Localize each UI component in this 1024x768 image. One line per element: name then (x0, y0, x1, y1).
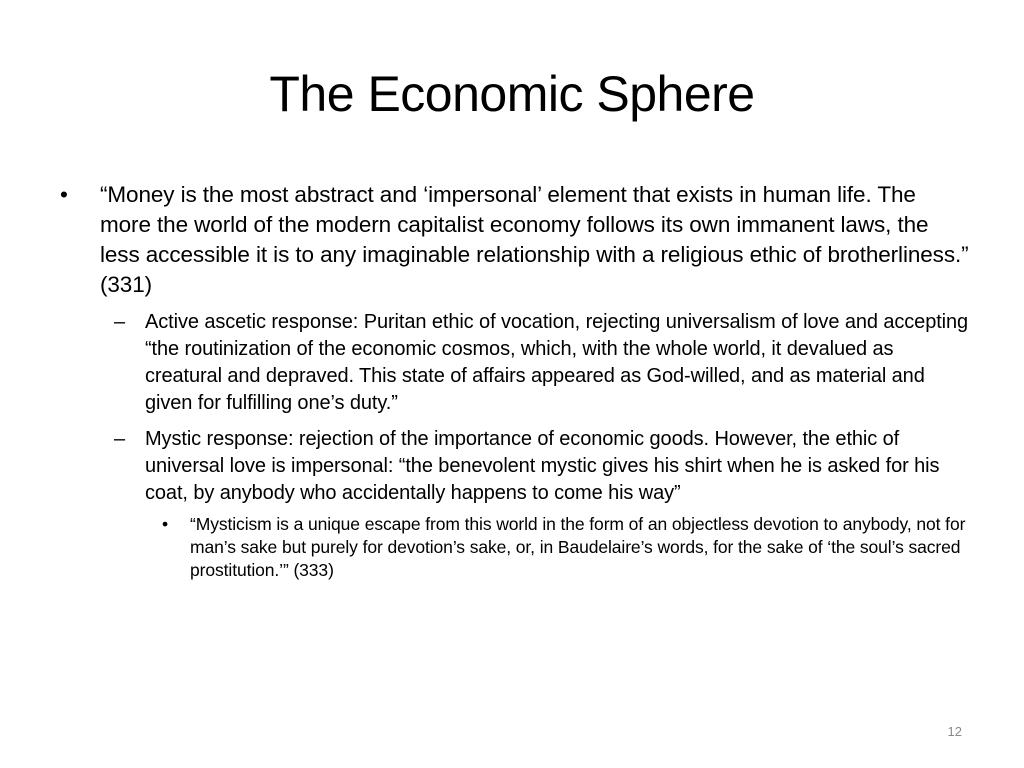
bullet-level-2 (58, 309, 970, 417)
bullet-text: Active ascetic response: Puritan ethic of vocation, rejecting universalism of love and accepting “the routinization of the economic cosmos, which, with the whole world, it devalued as creatural and depraved. This state of affairs appeared as God-willed, and as material and given for fulfilling one’s duty.” (145, 311, 969, 414)
bullet-dot-icon: • (60, 182, 68, 207)
bullet-level-2 (58, 426, 970, 507)
bullet-dash-icon: – (114, 311, 126, 333)
bullet-text: “Money is the most abstract and ‘impersonal’ element that exists in human life. The more the world of the modern capitalist economy follows its own immanent laws, the less accessible it is to any imaginable relationship with a religious ethic of brotherliness.” (331) (100, 182, 969, 297)
bullet-level-1 (58, 180, 970, 300)
bullet-dot-icon: • (162, 514, 169, 534)
bullet-text: Mystic response: rejection of the importance of economic goods. However, the ethic of universal love is impersonal: “the benevolent mystic gives his shirt when he is asked for his coat, by anybody who accidentally happens to come his way” (145, 428, 940, 504)
bullet-level-3 (58, 513, 970, 582)
page-number: 12 (947, 724, 962, 739)
slide-title: The Economic Sphere (269, 66, 755, 122)
bullet-text: “Mysticism is a unique escape from this world in the form of an objectless devotion to anybody, not for man’s sake but purely for devotion’s sake, or, in Baudelaire’s words, for the sake of ‘the soul’s sacred prostitution.’” (333) (190, 514, 966, 580)
slide-body (58, 180, 970, 582)
bullet-dash-icon: – (114, 428, 126, 450)
